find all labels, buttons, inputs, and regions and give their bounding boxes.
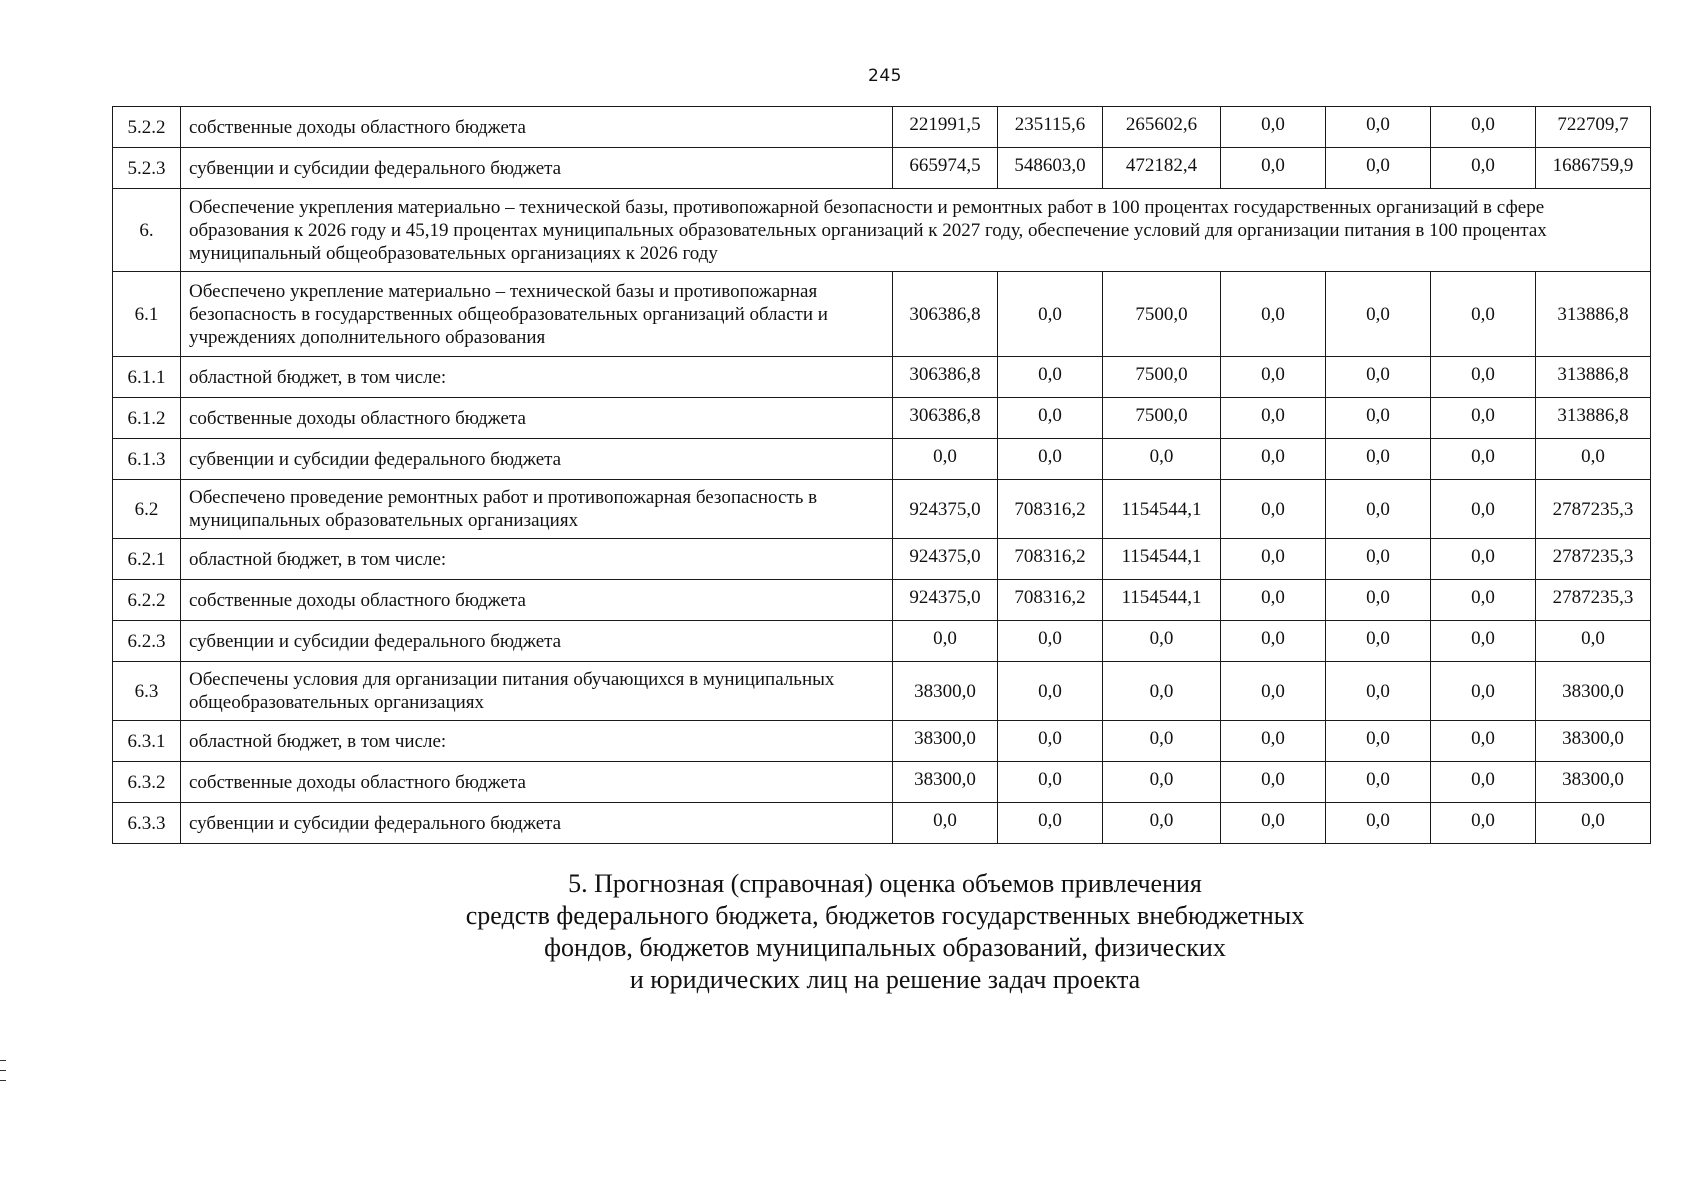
- section-heading: Обеспечение укрепления материально – технической базы, противопожарной безопасности и ремонтных работ в 100 процентах государственных организаций в сфере образования к 2026 году и 45,19 процентах муниципальных образовательных организаций к 2027 году, обеспечение условий для организации питания в 100 процентах муниципальный общеобразовательных организациях к 2026 году: [181, 189, 1651, 272]
- value-cell: 0,0: [1103, 621, 1221, 662]
- value-cell: 306386,8: [893, 357, 998, 398]
- value-cell: 0,0: [998, 803, 1103, 844]
- value-cell: 38300,0: [893, 762, 998, 803]
- value-cell: 235115,6: [998, 107, 1103, 148]
- value-cell: 0,0: [1326, 398, 1431, 439]
- section-code: 6.: [113, 189, 181, 272]
- value-cell: 0,0: [1326, 721, 1431, 762]
- value-cell: 0,0: [998, 439, 1103, 480]
- total-cell: 0,0: [1536, 439, 1651, 480]
- row-name: субвенции и субсидии федерального бюджета: [181, 621, 893, 662]
- value-cell: 708316,2: [998, 480, 1103, 539]
- row-code: 6.3.3: [113, 803, 181, 844]
- value-cell: 0,0: [1221, 398, 1326, 439]
- row-name: областной бюджет, в том числе:: [181, 357, 893, 398]
- value-cell: 0,0: [1326, 621, 1431, 662]
- table-row: [113, 439, 1651, 480]
- section-title: [0, 868, 1697, 996]
- value-cell: 0,0: [1326, 107, 1431, 148]
- value-cell: 0,0: [998, 721, 1103, 762]
- row-name: собственные доходы областного бюджета: [181, 398, 893, 439]
- value-cell: 0,0: [1431, 480, 1536, 539]
- total-cell: 0,0: [1536, 621, 1651, 662]
- value-cell: 0,0: [1221, 803, 1326, 844]
- row-code: 6.2: [113, 480, 181, 539]
- value-cell: 0,0: [893, 439, 998, 480]
- value-cell: 0,0: [1431, 803, 1536, 844]
- value-cell: 0,0: [1221, 439, 1326, 480]
- table-row: [113, 539, 1651, 580]
- value-cell: 0,0: [1431, 272, 1536, 357]
- row-name: Обеспечено укрепление материально – технической базы и противопожарная безопасность в государственных общеобразовательных организаций области и учреждениях дополнительного образования: [181, 272, 893, 357]
- row-name: субвенции и субсидии федерального бюджета: [181, 148, 893, 189]
- value-cell: 0,0: [1221, 662, 1326, 721]
- section-title-line: 5. Прогнозная (справочная) оценка объемов привлечения: [568, 869, 1202, 898]
- page-number: 245: [868, 66, 902, 86]
- table-row: [113, 803, 1651, 844]
- row-code: 6.3: [113, 662, 181, 721]
- table-row: [113, 721, 1651, 762]
- value-cell: 1154544,1: [1103, 580, 1221, 621]
- row-code: 6.1: [113, 272, 181, 357]
- value-cell: 0,0: [1221, 148, 1326, 189]
- total-cell: 2787235,3: [1536, 480, 1651, 539]
- value-cell: 306386,8: [893, 272, 998, 357]
- value-cell: 924375,0: [893, 580, 998, 621]
- row-code: 6.1.3: [113, 439, 181, 480]
- value-cell: 0,0: [998, 398, 1103, 439]
- value-cell: 0,0: [1103, 803, 1221, 844]
- section-title-line: средств федерального бюджета, бюджетов государственных внебюджетных: [465, 901, 1305, 930]
- value-cell: 0,0: [998, 621, 1103, 662]
- total-cell: 38300,0: [1536, 762, 1651, 803]
- table-row: [113, 107, 1651, 148]
- row-name: областной бюджет, в том числе:: [181, 721, 893, 762]
- value-cell: 0,0: [1431, 762, 1536, 803]
- row-name: собственные доходы областного бюджета: [181, 580, 893, 621]
- row-name: субвенции и субсидии федерального бюджета: [181, 439, 893, 480]
- total-cell: 313886,8: [1536, 272, 1651, 357]
- row-code: 6.1.1: [113, 357, 181, 398]
- total-cell: 313886,8: [1536, 357, 1651, 398]
- section-row: [113, 189, 1651, 272]
- value-cell: 38300,0: [893, 721, 998, 762]
- value-cell: 0,0: [1221, 480, 1326, 539]
- total-cell: 313886,8: [1536, 398, 1651, 439]
- value-cell: 0,0: [1221, 762, 1326, 803]
- table-row: [113, 357, 1651, 398]
- table-row: [113, 148, 1651, 189]
- value-cell: 0,0: [1221, 357, 1326, 398]
- row-name: Обеспечено проведение ремонтных работ и противопожарная безопасность в муниципальных образовательных организациях: [181, 480, 893, 539]
- table-row: [113, 398, 1651, 439]
- table-row: [113, 272, 1651, 357]
- budget-table: [112, 106, 1651, 844]
- value-cell: 0,0: [1431, 148, 1536, 189]
- value-cell: 0,0: [893, 803, 998, 844]
- value-cell: 306386,8: [893, 398, 998, 439]
- total-cell: 2787235,3: [1536, 539, 1651, 580]
- value-cell: 0,0: [1326, 357, 1431, 398]
- row-code: 6.3.2: [113, 762, 181, 803]
- value-cell: 0,0: [1221, 272, 1326, 357]
- row-code: 5.2.2: [113, 107, 181, 148]
- value-cell: 0,0: [1221, 580, 1326, 621]
- value-cell: 0,0: [1431, 662, 1536, 721]
- value-cell: 38300,0: [893, 662, 998, 721]
- value-cell: 0,0: [1326, 762, 1431, 803]
- value-cell: 0,0: [998, 272, 1103, 357]
- value-cell: 0,0: [1221, 539, 1326, 580]
- value-cell: 0,0: [1326, 580, 1431, 621]
- section-title-line: фондов, бюджетов муниципальных образований, физических: [544, 933, 1226, 962]
- row-code: 5.2.3: [113, 148, 181, 189]
- value-cell: 7500,0: [1103, 272, 1221, 357]
- value-cell: 7500,0: [1103, 398, 1221, 439]
- value-cell: 0,0: [1221, 621, 1326, 662]
- value-cell: 0,0: [998, 357, 1103, 398]
- value-cell: 0,0: [1431, 539, 1536, 580]
- value-cell: 0,0: [1431, 107, 1536, 148]
- value-cell: 472182,4: [1103, 148, 1221, 189]
- value-cell: 0,0: [1326, 148, 1431, 189]
- value-cell: 708316,2: [998, 539, 1103, 580]
- row-name: собственные доходы областного бюджета: [181, 762, 893, 803]
- value-cell: 0,0: [1326, 803, 1431, 844]
- total-cell: 38300,0: [1536, 662, 1651, 721]
- value-cell: 0,0: [1431, 721, 1536, 762]
- value-cell: 0,0: [998, 662, 1103, 721]
- value-cell: 221991,5: [893, 107, 998, 148]
- value-cell: 0,0: [1103, 439, 1221, 480]
- value-cell: 1154544,1: [1103, 539, 1221, 580]
- row-name: собственные доходы областного бюджета: [181, 107, 893, 148]
- value-cell: 0,0: [1326, 539, 1431, 580]
- row-code: 6.2.1: [113, 539, 181, 580]
- value-cell: 665974,5: [893, 148, 998, 189]
- value-cell: 7500,0: [1103, 357, 1221, 398]
- table-row: [113, 762, 1651, 803]
- value-cell: 0,0: [1431, 580, 1536, 621]
- total-cell: 1686759,9: [1536, 148, 1651, 189]
- value-cell: 0,0: [1326, 272, 1431, 357]
- value-cell: 924375,0: [893, 539, 998, 580]
- value-cell: 0,0: [1103, 762, 1221, 803]
- scan-margin-marks: [0, 1060, 8, 1090]
- row-code: 6.2.3: [113, 621, 181, 662]
- value-cell: 0,0: [1431, 621, 1536, 662]
- table-row: [113, 480, 1651, 539]
- total-cell: 38300,0: [1536, 721, 1651, 762]
- row-name: областной бюджет, в том числе:: [181, 539, 893, 580]
- value-cell: 0,0: [1221, 107, 1326, 148]
- table-row: [113, 580, 1651, 621]
- total-cell: 2787235,3: [1536, 580, 1651, 621]
- value-cell: 0,0: [1431, 439, 1536, 480]
- table-row: [113, 662, 1651, 721]
- table-row: [113, 621, 1651, 662]
- value-cell: 0,0: [893, 621, 998, 662]
- value-cell: 0,0: [1326, 662, 1431, 721]
- value-cell: 0,0: [1326, 480, 1431, 539]
- value-cell: 0,0: [1431, 398, 1536, 439]
- value-cell: 0,0: [1221, 721, 1326, 762]
- total-cell: 0,0: [1536, 803, 1651, 844]
- total-cell: 722709,7: [1536, 107, 1651, 148]
- value-cell: 1154544,1: [1103, 480, 1221, 539]
- row-code: 6.3.1: [113, 721, 181, 762]
- row-name: субвенции и субсидии федерального бюджета: [181, 803, 893, 844]
- value-cell: 265602,6: [1103, 107, 1221, 148]
- value-cell: 0,0: [1103, 721, 1221, 762]
- value-cell: 708316,2: [998, 580, 1103, 621]
- value-cell: 0,0: [1431, 357, 1536, 398]
- section-title-line: и юридических лиц на решение задач проекта: [629, 965, 1141, 994]
- value-cell: 0,0: [998, 762, 1103, 803]
- value-cell: 548603,0: [998, 148, 1103, 189]
- value-cell: 924375,0: [893, 480, 998, 539]
- row-code: 6.1.2: [113, 398, 181, 439]
- value-cell: 0,0: [1103, 662, 1221, 721]
- row-name: Обеспечены условия для организации питания обучающихся в муниципальных общеобразовательных организациях: [181, 662, 893, 721]
- row-code: 6.2.2: [113, 580, 181, 621]
- value-cell: 0,0: [1326, 439, 1431, 480]
